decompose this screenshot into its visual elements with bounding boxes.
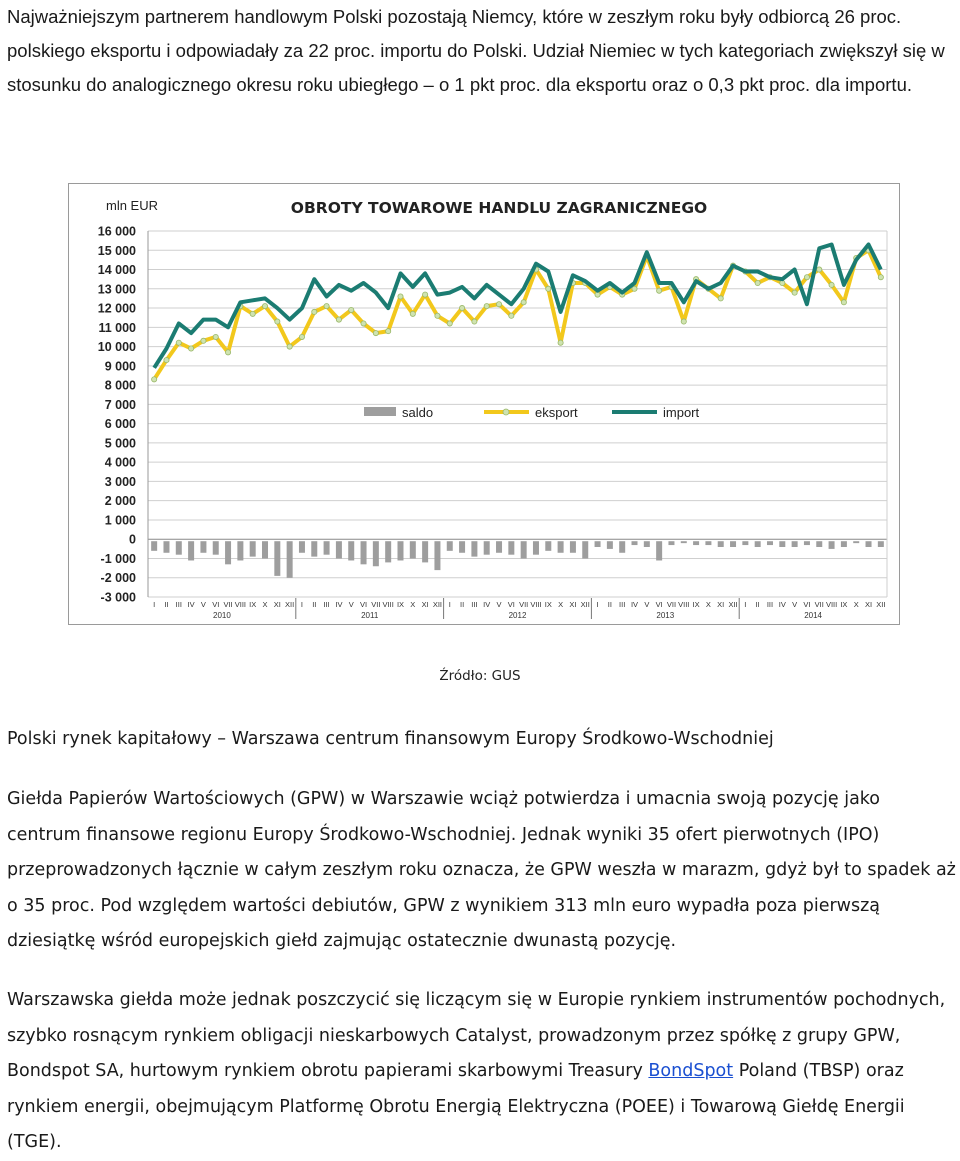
x-tick-label: X: [853, 600, 859, 609]
x-tick-label: III: [175, 600, 182, 609]
x-tick-label: VII: [666, 600, 677, 609]
eksport-point: [225, 350, 230, 355]
x-tick-label: VI: [655, 600, 663, 609]
eksport-point: [447, 321, 452, 326]
year-label: 2012: [508, 611, 527, 620]
eksport-point: [299, 334, 304, 339]
eksport-point: [386, 329, 391, 334]
y-tick-label: -1 000: [100, 551, 136, 566]
saldo-bar: [558, 541, 564, 553]
eksport-point: [817, 267, 822, 272]
y-tick-label: 10 000: [97, 340, 136, 355]
saldo-bar: [570, 541, 576, 553]
legend-marker-eksport: [503, 409, 509, 415]
eksport-point: [250, 311, 255, 316]
legend-swatch-saldo: [364, 407, 396, 416]
saldo-bar: [361, 541, 367, 564]
saldo-bar: [274, 541, 280, 576]
x-tick-label: VIII: [530, 600, 542, 609]
saldo-bar: [829, 541, 835, 549]
eksport-point: [459, 305, 464, 310]
paragraph-markets-text-2: Poland (TBSP) oraz rynkiem energii, obejmującym Platformę Obrotu Energią Elektryczna (POEE) i Towarową Giełdę Energii (TGE).: [7, 1061, 905, 1152]
y-tick-label: 7 000: [104, 397, 136, 412]
x-tick-label: II: [607, 600, 612, 609]
saldo-bar: [250, 541, 256, 556]
year-label: 2013: [656, 611, 675, 620]
saldo-bar: [816, 541, 822, 547]
x-tick-label: V: [348, 600, 354, 609]
x-tick-label: XI: [421, 600, 429, 609]
x-tick-label: II: [164, 600, 169, 609]
eksport-point: [521, 300, 526, 305]
x-tick-label: IX: [249, 600, 257, 609]
saldo-bar: [533, 541, 539, 554]
paragraph-gpw: Giełda Papierów Wartościowych (GPW) w Warszawie wciąż potwierdza i umacnia swoją pozycję jako centrum finansowe regionu Europy Środkowo-Wschodniej. Jednak wyniki 35 ofert pierwotnych (IPO) przeprowadzonych łącznie w całym zeszłym roku oznacza, że GPW weszła w marazm, gdyż był to spadek aż o 35 proc. Pod względem wartości debiutów, GPW z wynikiem 313 mln euro wypadła poza pierwszą dziesiątkę wśród europejskich giełd zajmując ostatecznie dwunastą pozycję.: [7, 789, 956, 951]
saldo-bar: [767, 541, 773, 545]
x-tick-label: IV: [483, 600, 491, 609]
saldo-bar: [200, 541, 206, 553]
y-tick-label: -3 000: [100, 590, 136, 605]
saldo-bar: [459, 541, 465, 553]
saldo-bar: [410, 541, 416, 558]
paragraph-markets-text-1: Warszawska giełda może jednak poszczycić się liczącym się w Europie rynkiem instrumentów pochodnych, szybko rosnącym rynkiem obligacji nieskarbowych Catalyst, prowadzonym przez spółkę z grupy GPW, Bondspot SA, hurtowym rynkiem obrotu papierami skarbowymi Treasury: [7, 990, 946, 1081]
saldo-bar: [632, 541, 638, 545]
legend-label-saldo: saldo: [402, 405, 434, 420]
trade-chart: [68, 183, 900, 625]
saldo-bar: [237, 541, 243, 560]
eksport-point: [287, 344, 292, 349]
x-tick-label: I: [300, 600, 304, 609]
x-tick-label: VI: [803, 600, 811, 609]
x-tick-label: II: [755, 600, 760, 609]
x-tick-label: I: [596, 600, 599, 609]
year-label: 2011: [361, 611, 379, 620]
x-tick-label: IV: [778, 600, 786, 609]
saldo-bar: [324, 541, 330, 554]
eksport-point: [718, 296, 723, 301]
x-tick-label: X: [558, 600, 564, 609]
y-tick-label: 15 000: [97, 243, 136, 258]
y-axis-unit: mln EUR: [106, 198, 159, 213]
eksport-point: [804, 275, 809, 280]
saldo-bar: [447, 541, 453, 551]
x-tick-label: IV: [187, 600, 195, 609]
saldo-bar: [213, 541, 219, 554]
x-tick-label: XII: [580, 600, 590, 609]
saldo-bar: [397, 541, 403, 560]
x-tick-label: VIII: [678, 600, 690, 609]
saldo-bar: [151, 541, 157, 551]
saldo-bar: [582, 541, 588, 558]
eksport-point: [324, 304, 329, 309]
saldo-bar: [176, 541, 182, 554]
x-tick-label: VI: [212, 600, 220, 609]
saldo-bar: [853, 541, 859, 543]
y-tick-label: 9 000: [104, 359, 136, 374]
eksport-point: [213, 334, 218, 339]
x-tick-label: III: [766, 600, 774, 609]
saldo-bar: [755, 541, 761, 547]
saldo-bar: [779, 541, 785, 547]
x-tick-label: IV: [335, 600, 343, 609]
saldo-bar: [866, 541, 872, 547]
x-tick-label: VI: [359, 600, 368, 609]
x-tick-label: VII: [371, 600, 381, 609]
saldo-bar: [804, 541, 810, 545]
eksport-point: [546, 286, 551, 291]
x-tick-label: XI: [717, 600, 725, 609]
saldo-bar: [521, 541, 527, 558]
x-tick-label: IX: [840, 600, 848, 609]
legend-label-eksport: eksport: [535, 405, 578, 420]
eksport-point: [164, 357, 169, 362]
chart-source: Źródło: GUS: [439, 668, 521, 684]
x-tick-label: VI: [507, 600, 515, 609]
eksport-point: [829, 282, 834, 287]
saldo-bar: [792, 541, 798, 547]
y-tick-label: 1 000: [104, 513, 136, 528]
x-tick-label: VIII: [825, 600, 838, 609]
eksport-point: [398, 294, 403, 299]
eksport-point: [509, 313, 514, 318]
saldo-bar: [373, 541, 379, 566]
saldo-bar: [385, 541, 391, 562]
x-tick-label: XII: [285, 600, 295, 609]
y-tick-label: 16 000: [97, 224, 136, 239]
saldo-bar: [287, 541, 293, 578]
saldo-bar: [163, 541, 169, 553]
x-tick-label: I: [448, 600, 451, 609]
x-tick-label: III: [323, 600, 330, 609]
y-tick-label: -2 000: [100, 571, 136, 586]
eksport-point: [336, 317, 341, 322]
x-tick-label: II: [312, 600, 317, 609]
y-tick-label: 0: [129, 532, 136, 547]
y-tick-label: 5 000: [104, 436, 136, 451]
eksport-point: [349, 307, 354, 312]
eksport-point: [792, 290, 797, 295]
x-tick-label: VII: [223, 600, 233, 609]
saldo-bar: [545, 541, 551, 551]
x-tick-label: V: [644, 600, 650, 609]
x-tick-label: X: [410, 600, 416, 609]
saldo-bar: [348, 541, 354, 560]
y-tick-label: 11 000: [98, 320, 136, 335]
eksport-point: [558, 340, 563, 345]
eksport-point: [657, 288, 662, 293]
saldo-bar: [878, 541, 884, 547]
x-tick-label: VIII: [382, 600, 394, 609]
eksport-point: [373, 330, 378, 335]
saldo-bar: [718, 541, 724, 547]
y-tick-label: 12 000: [97, 301, 136, 316]
eksport-point: [423, 292, 428, 297]
y-tick-label: 3 000: [104, 474, 136, 489]
saldo-bar: [422, 541, 428, 562]
year-label: 2010: [213, 611, 231, 620]
y-tick-label: 14 000: [97, 263, 136, 278]
eksport-point: [496, 302, 501, 307]
eksport-point: [484, 304, 489, 309]
eksport-point: [275, 319, 280, 324]
intro-paragraph: Najważniejszym partnerem handlowym Polski pozostają Niemcy, które w zeszłym roku były odbiorcą 26 proc. polskiego eksportu i odpowiadały za 22 proc. importu do Polski. Udział Niemiec w tych kategoriach zwiększył się w stosunku do analogicznego okresu roku ubiegłego – o 1 pkt proc. dla eksportu oraz o 0,3 pkt proc. dla importu.: [7, 6, 945, 95]
legend-label-import: import: [663, 405, 700, 420]
eksport-point: [152, 377, 157, 382]
eksport-point: [681, 319, 686, 324]
saldo-bar: [841, 541, 847, 547]
x-tick-label: III: [619, 600, 626, 609]
x-tick-label: XI: [273, 600, 281, 609]
saldo-bar: [336, 541, 342, 558]
eksport-point: [632, 286, 637, 291]
x-tick-label: IX: [396, 600, 405, 609]
y-tick-label: 6 000: [104, 417, 136, 432]
saldo-bar: [262, 541, 268, 558]
x-tick-label: V: [200, 600, 206, 609]
x-tick-label: IX: [544, 600, 552, 609]
saldo-bar: [705, 541, 711, 545]
x-tick-label: I: [744, 600, 747, 609]
x-tick-label: XII: [728, 600, 738, 609]
x-tick-label: VIII: [234, 600, 247, 609]
x-tick-label: IV: [630, 600, 639, 609]
eksport-point: [878, 275, 883, 280]
saldo-bar: [188, 541, 194, 560]
x-tick-label: VII: [519, 600, 529, 609]
eksport-point: [176, 340, 181, 345]
eksport-point: [435, 313, 440, 318]
eksport-point: [201, 338, 206, 343]
year-label: 2014: [804, 611, 822, 620]
eksport-point: [361, 321, 366, 326]
eksport-point: [410, 311, 415, 316]
eksport-point: [189, 346, 194, 351]
saldo-bar: [619, 541, 625, 553]
saldo-bar: [225, 541, 231, 564]
saldo-bar: [742, 541, 748, 545]
saldo-bar: [668, 541, 674, 545]
saldo-bar: [434, 541, 440, 570]
eksport-point: [472, 319, 477, 324]
saldo-bar: [607, 541, 613, 549]
eksport-point: [755, 280, 760, 285]
saldo-bar: [299, 541, 305, 553]
eksport-point: [312, 309, 317, 314]
saldo-bar: [508, 541, 514, 554]
x-tick-label: X: [262, 600, 268, 609]
saldo-bar: [484, 541, 490, 554]
x-tick-label: IX: [692, 600, 700, 609]
x-tick-label: VII: [814, 600, 824, 609]
x-tick-label: X: [705, 600, 711, 609]
trade-chart-svg: [69, 184, 899, 624]
eksport-point: [262, 304, 267, 309]
y-tick-label: 8 000: [104, 378, 136, 393]
x-tick-label: XII: [876, 600, 886, 609]
saldo-bar: [681, 541, 687, 543]
x-tick-label: XI: [569, 600, 577, 609]
x-tick-label: XII: [432, 600, 443, 609]
x-tick-label: V: [496, 600, 502, 609]
paragraph-markets: [7, 983, 957, 1161]
saldo-bar: [471, 541, 477, 556]
y-tick-label: 4 000: [104, 455, 136, 470]
saldo-bar: [496, 541, 502, 553]
section-title: Polski rynek kapitałowy – Warszawa centrum finansowym Europy Środkowo-Wschodniej: [7, 729, 774, 749]
x-tick-label: XI: [864, 600, 873, 609]
eksport-point: [841, 300, 846, 305]
saldo-bar: [311, 541, 317, 556]
eksport-point: [595, 292, 600, 297]
y-tick-label: 13 000: [97, 282, 136, 297]
bondspot-link[interactable]: BondSpot: [648, 1061, 734, 1081]
x-tick-label: I: [153, 600, 156, 609]
saldo-bar: [595, 541, 601, 547]
x-tick-label: II: [459, 600, 465, 609]
x-tick-label: III: [471, 600, 478, 609]
chart-title: OBROTY TOWAROWE HANDLU ZAGRANICZNEGO: [290, 199, 708, 217]
saldo-bar: [730, 541, 736, 547]
saldo-bar: [656, 541, 662, 560]
y-tick-label: 2 000: [104, 494, 136, 509]
x-tick-label: V: [792, 600, 798, 609]
saldo-bar: [644, 541, 650, 547]
saldo-bar: [693, 541, 699, 545]
